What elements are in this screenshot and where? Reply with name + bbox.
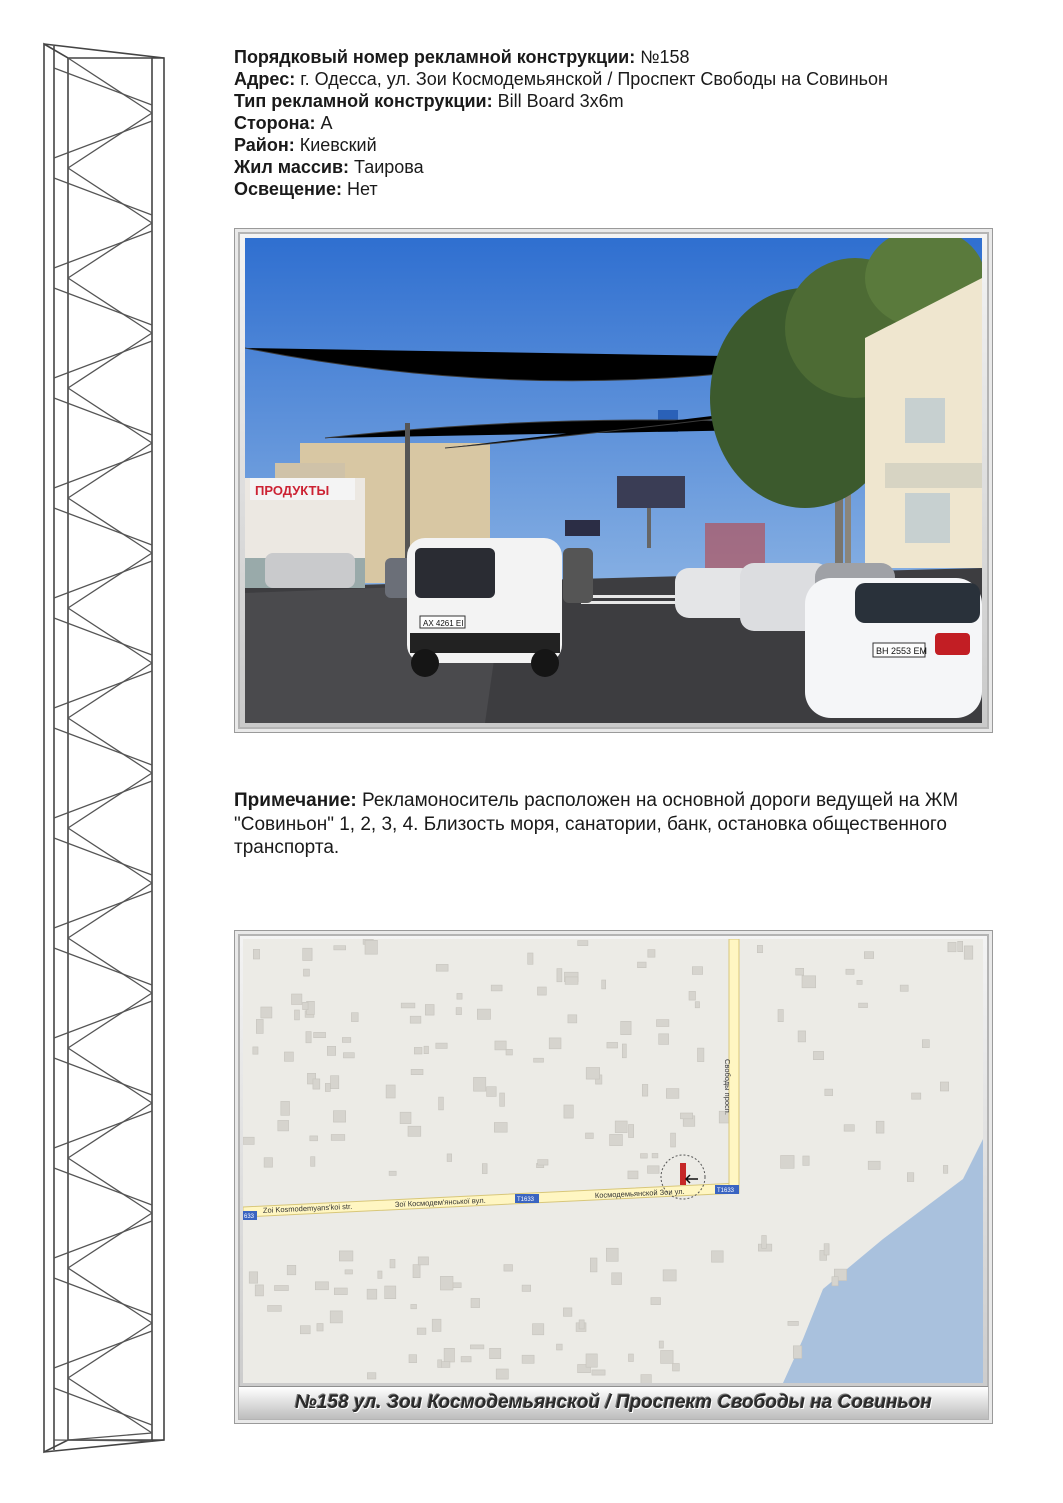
info-address: Адрес: г. Одесса, ул. Зои Космодемьянской / Проспект Свободы на Совиньон [234, 69, 888, 89]
road-label-en: Zoi Kosmodemyans'koi str. [262, 1201, 353, 1215]
road-label-ru: Космодемьянской Зои ул. [594, 1186, 685, 1200]
road-code-2: T1633 [717, 1188, 735, 1194]
map-frame [234, 930, 993, 1424]
truss-decoration [40, 40, 170, 1460]
plate-van: AX 4261 EI [423, 619, 464, 628]
location-map [243, 939, 983, 1383]
info-district: Район: Киевский [234, 135, 377, 155]
road-label-avenue: Свободы просп. [723, 1059, 732, 1115]
note: Примечание: Рекламоноситель расположен на основной дороги ведущей на ЖМ "Совиньон" 1, 2, 3, 4. Близость моря, санатории, банк, остановка общественного транспорта. [234, 790, 959, 858]
info-number: Порядковый номер рекламной конструкции: №158 [234, 47, 690, 67]
street-photo [245, 238, 982, 723]
plate-car: BH 2553 EM [876, 646, 928, 656]
construction-info [234, 46, 888, 200]
road-label-ua: Зої Космодем'янської вул. [394, 1195, 486, 1209]
shop-sign: ПРОДУКТЫ [255, 483, 330, 498]
photo-frame [234, 228, 993, 733]
road-code-edge: 633 [244, 1214, 255, 1220]
map-caption: №158 ул. Зои Космодемьянской / Проспект Свободы на Совиньон [295, 1392, 932, 1413]
info-type: Тип рекламной конструкции: Bill Board 3x6m [234, 91, 624, 111]
info-lighting: Освещение: Нет [234, 179, 378, 199]
map-caption-bar [239, 1386, 988, 1419]
road-code-1: T1633 [517, 1197, 535, 1203]
info-massif: Жил массив: Таирова [234, 157, 424, 177]
info-side: Сторона: А [234, 113, 333, 133]
